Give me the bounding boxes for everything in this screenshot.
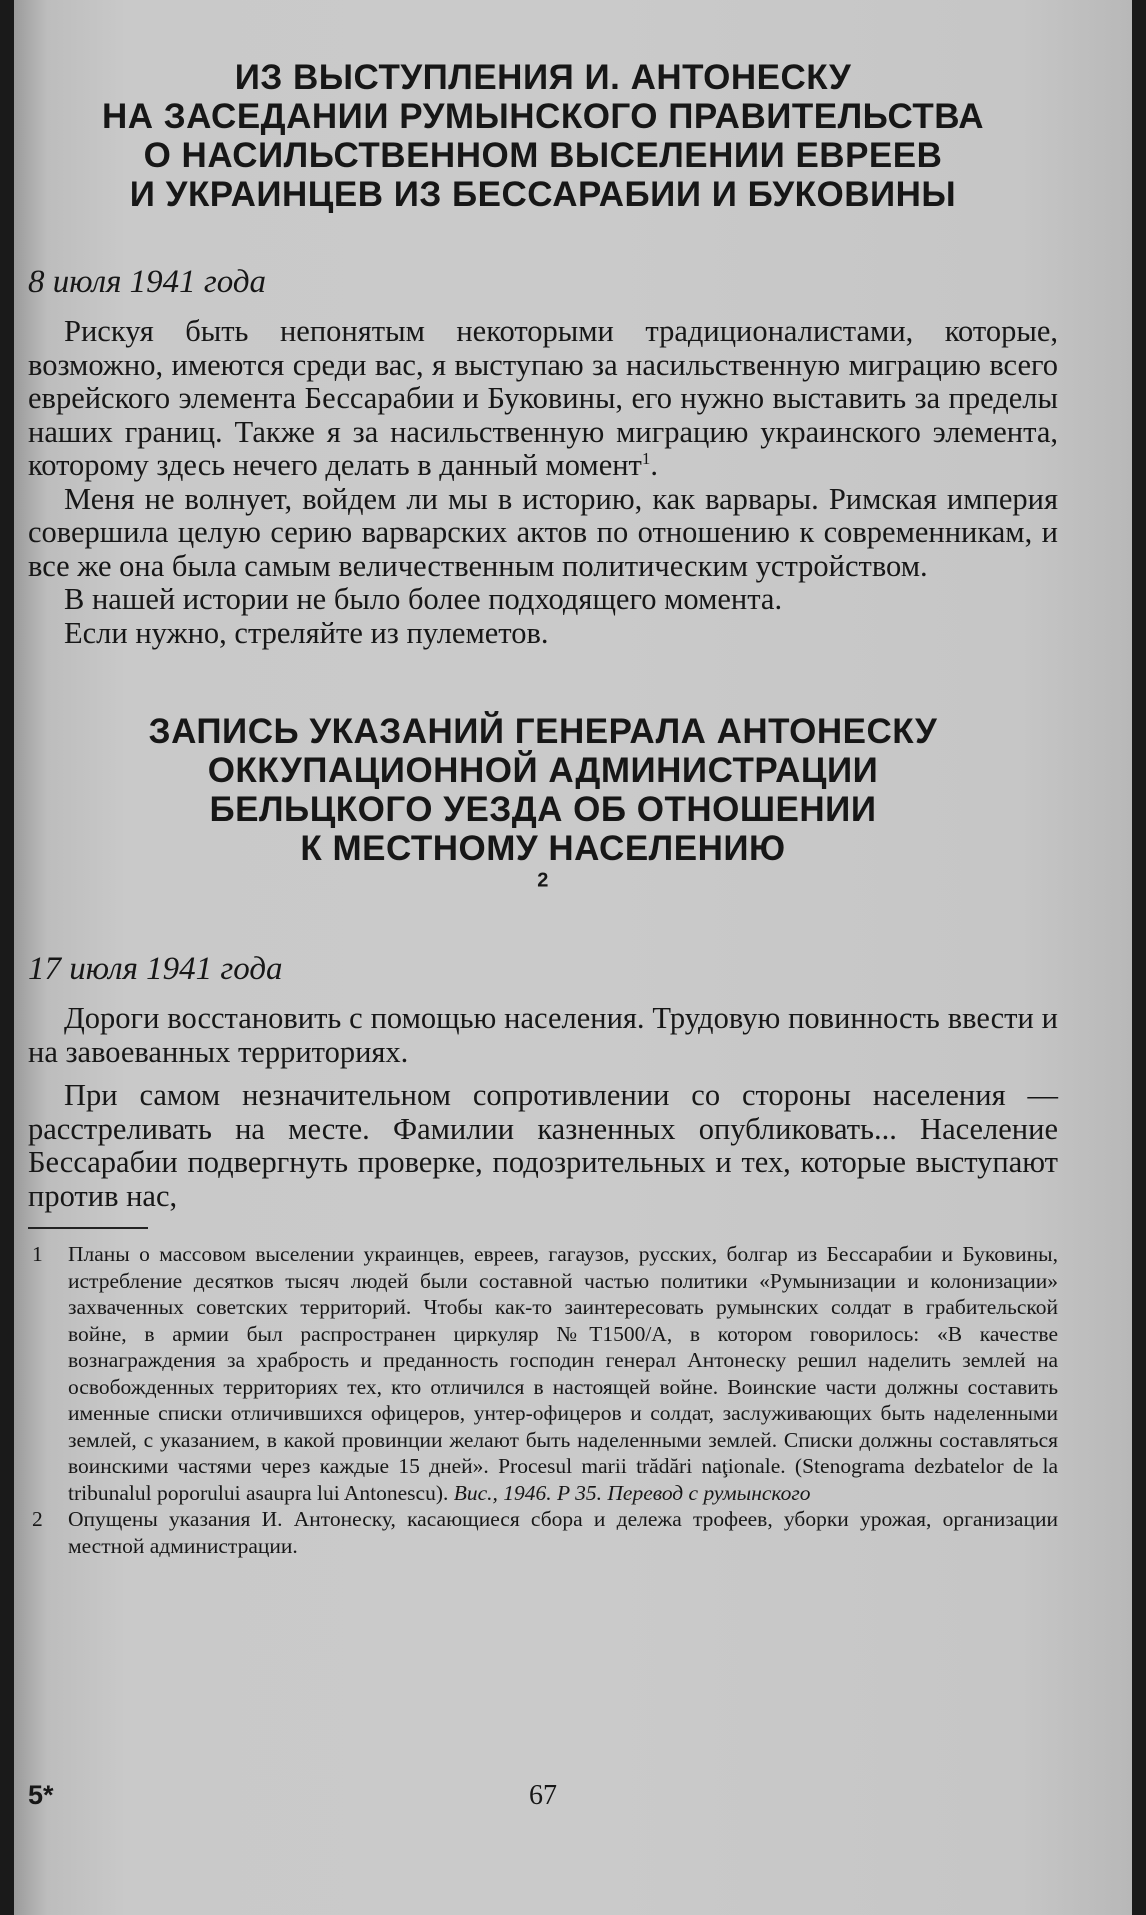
footnote-number: 1 [32,1242,43,1266]
footnote-text [68,1241,1058,1506]
section2-title-line [28,829,1058,907]
signature-mark: 5* [28,1780,54,1810]
book-page [14,0,1132,1915]
section1-title-line: И УКРАИНЦЕВ ИЗ БЕССАРАБИИ И БУКОВИНЫ [129,175,957,214]
footnote-number: 2 [32,1507,43,1531]
section1-title-line: НА ЗАСЕДАНИИ РУМЫНСКОГО ПРАВИТЕЛЬСТВА [101,97,985,136]
paragraph-tail: . [650,448,659,482]
footnote-ref: 2 [537,869,549,892]
section2-paragraph: При самом незначительном сопротивлении со стороны населения — расстреливать на месте. Фамилии казненных опубликовать... Население Бессарабии подвергнуть проверке, подозрительных и тех, которые выступают против нас, [28,1078,1058,1213]
section2-title-line: ЗАПИСЬ УКАЗАНИЙ ГЕНЕРАЛА АНТОНЕСКУ [148,712,938,751]
page-footer [28,1780,1058,1820]
page-content [28,58,1058,1559]
section1-paragraph: Меня не волнует, войдем ли мы в историю, как варвары. Римская империя совершила целую серию варварских актов по отношению к современникам, и все же она была самым величественным политическим устройством. [28,481,1058,583]
section1-title [28,58,1058,214]
footnote [28,1506,1058,1559]
section2-title [28,712,1058,907]
section1-paragraph: В нашей истории не было более подходящего момента. [64,582,783,616]
title-line-text: К МЕСТНОМУ НАСЕЛЕНИЮ [300,829,786,868]
footnote [28,1241,1058,1506]
section1-title-line: О НАСИЛЬСТВЕННОМ ВЫСЕЛЕНИИ ЕВРЕЕВ [143,136,943,175]
footnote-divider [28,1227,148,1229]
section1-date: 8 июля 1941 года [28,264,267,300]
section1-paragraph [28,315,1058,483]
footnote-ref: 1 [641,448,651,468]
footnote-body: Планы о массовом выселении украинцев, евреев, гагаузов, русских, болгар из Бессарабии и Буковины, истребление десятков тысяч людей были составной частью политики «Румынизации и колонизации» захваченных советских территорий. Чтобы как-то заинтересовать румынских солдат в грабительской войне, в армии был распространен циркуляр №Т1500/А, в котором говорилось: «В качестве вознаграждения за храбрость и преданность господин генерал Антонеску решил наделить землей на освобожденных территориях тех, кто отличился в настоящей войне. Воинские части должны составить именные списки отличившихся офицеров, унтер-офицеров и солдат, заслуживающих быть наделенными землей, с указанием, в какой провинции желают быть наделенными землей. Списки должны составляться воинскими частями через каждые 15 дней». Procesul marii trădări naţionale. (Stenograma dezbatelor de la tribunalul poporului asaupra lui Antonescu). [68,1242,1058,1505]
paragraph-text: Рискуя быть непонятым некоторыми традиционалистами, которые, возможно, имеются среди вас, я выступаю за насильственную миграцию всего еврейского элемента Бессарабии и Буковины, его нужно выставить за пределы наших границ. Также я за насильственную миграцию украинского элемента, которому здесь нечего делать в данный момент [28,314,1058,482]
section1-paragraph: Если нужно, стреляйте из пулеметов. [64,615,549,650]
section2-title-line: ОККУПАЦИОННОЙ АДМИНИСТРАЦИИ [207,751,879,790]
section2-title-line: БЕЛЬЦКОГО УЕЗДА ОБ ОТНОШЕНИИ [209,790,877,829]
section2-paragraph: Дороги восстановить с помощью населения. Трудовую повинность ввести и на завоеванных территориях. [28,1001,1058,1069]
page-number: 67 [529,1780,557,1811]
section2-date: 17 июля 1941 года [28,951,283,987]
footnote-source: Buc., 1946. P 35. Перевод с румынского [453,1480,811,1505]
section1-title-line: ИЗ ВЫСТУПЛЕНИЯ И. АНТОНЕСКУ [234,58,852,97]
footnote-text: Опущены указания И. Антонеску, касающиеся сбора и дележа трофеев, уборки урожая, организации местной администрации. [68,1507,1058,1558]
